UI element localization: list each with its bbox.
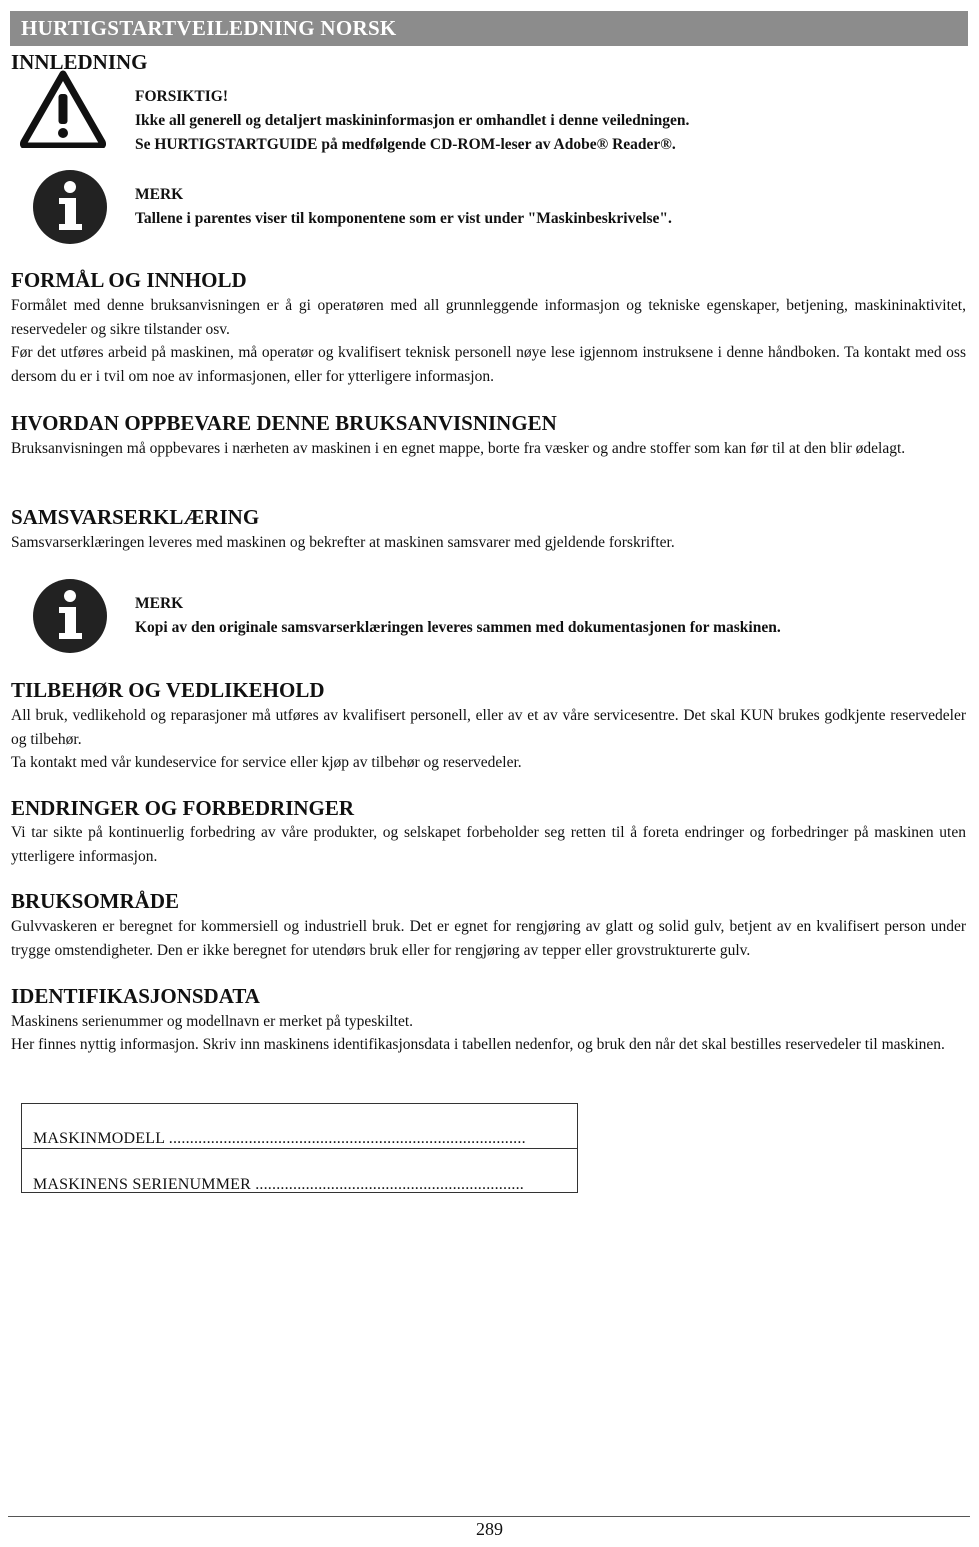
footer-divider: [8, 1516, 970, 1517]
info-circle-icon: [31, 577, 109, 655]
caution-line: Ikke all generell og detaljert maskininformasjon er omhandlet i denne veiledningen.: [135, 112, 690, 129]
heading-storage: HVORDAN OPPBEVARE DENNE BRUKSANVISNINGEN: [11, 411, 557, 435]
info-circle-icon: [31, 168, 109, 246]
heading-usage: BRUKSOMRÅDE: [11, 889, 180, 913]
identification-table: [21, 1103, 578, 1193]
note-title: MERK: [135, 186, 184, 203]
heading-purpose: FORMÅL OG INNHOLD: [11, 268, 247, 292]
heading-changes: ENDRINGER OG FORBEDRINGER: [11, 796, 355, 820]
caution-title: FORSIKTIG!: [135, 88, 229, 105]
caution-notice: [135, 85, 689, 157]
usage-paragraph: Gulvvaskeren er beregnet for kommersiell og industriell bruk. Det er egnet for rengjøring av glatt og solid gulv, betjent av en kvalifisert person under trygge omstendigheter. Den er ikke beregnet for utendørs bruk eller for rengjøring av tepper eller grovstrukturerte gulv.: [11, 918, 966, 959]
table-row: [22, 1149, 577, 1194]
note-title: MERK: [135, 595, 184, 612]
note-line: Kopi av den originale samsvarserklæringen leveres sammen med dokumentasjonen for maskinen.: [135, 619, 781, 636]
serial-number-field[interactable]: MASKINENS SERIENUMMER ................................................................: [33, 1176, 524, 1193]
note-notice: [135, 183, 672, 231]
purpose-paragraph: Formålet med denne bruksanvisningen er å gi operatøren med all grunnleggende informasjon og tekniske egenskaper, betjening, maskininaktivitet, reservedeler og sikre tilstander osv.: [11, 297, 966, 338]
identification-paragraph: Maskinens serienummer og modellnavn er merket på typeskiltet.: [11, 1013, 414, 1030]
changes-paragraph: Vi tar sikte på kontinuerlig forbedring av våre produkter, og selskapet forbeholder seg retten til å foreta endringer og forbedringer på maskinen uten ytterligere informasjon.: [11, 824, 966, 865]
machine-model-field[interactable]: MASKINMODELL .....................................................................................: [33, 1130, 526, 1147]
caution-line: Se HURTIGSTARTGUIDE på medfølgende CD-ROM-leser av Adobe® Reader®.: [135, 136, 676, 153]
identification-paragraph: Her finnes nyttig informasjon. Skriv inn maskinens identifikasjonsdata i tabellen nedenfor, og bruk den når det skal bestilles reservedeler til maskinen.: [11, 1036, 945, 1053]
heading-conformity: SAMSVARSERKLÆRING: [11, 505, 260, 529]
accessories-paragraph: All bruk, vedlikehold og reparasjoner må utføres av kvalifisert personell, eller av et av våre servicesentre. Det skal KUN brukes godkjente reservedeler og tilbehør.: [11, 707, 966, 748]
conformity-paragraph: Samsvarserklæringen leveres med maskinen og bekrefter at maskinen samsvarer med gjeldende forskrifter.: [11, 534, 675, 551]
accessories-paragraph: Ta kontakt med vår kundeservice for service eller kjøp av tilbehør og reservedeler.: [11, 754, 522, 771]
note-line: Tallene i parentes viser til komponentene som er vist under "Maskinbeskrivelse".: [135, 210, 672, 227]
heading-introduction: INNLEDNING: [11, 50, 148, 74]
table-row: [22, 1104, 577, 1149]
purpose-paragraph: Før det utføres arbeid på maskinen, må operatør og kvalifisert teknisk personell nøye lese igjennom instruksene i denne håndboken. Ta kontakt med oss dersom du er i tvil om noe av informasjonen, eller for ytterligere informasjon.: [11, 344, 966, 385]
warning-triangle-icon: [20, 70, 106, 148]
heading-identification: IDENTIFIKASJONSDATA: [11, 984, 260, 1008]
document-banner: HURTIGSTARTVEILEDNING NORSK: [10, 11, 968, 46]
heading-accessories: TILBEHØR OG VEDLIKEHOLD: [11, 678, 325, 702]
storage-paragraph: Bruksanvisningen må oppbevares i nærheten av maskinen i en egnet mappe, borte fra væsker og andre stoffer som kan før til at den blir ødelagt.: [11, 440, 906, 457]
page-number: 289: [476, 1519, 503, 1539]
conformity-note: [135, 592, 781, 640]
